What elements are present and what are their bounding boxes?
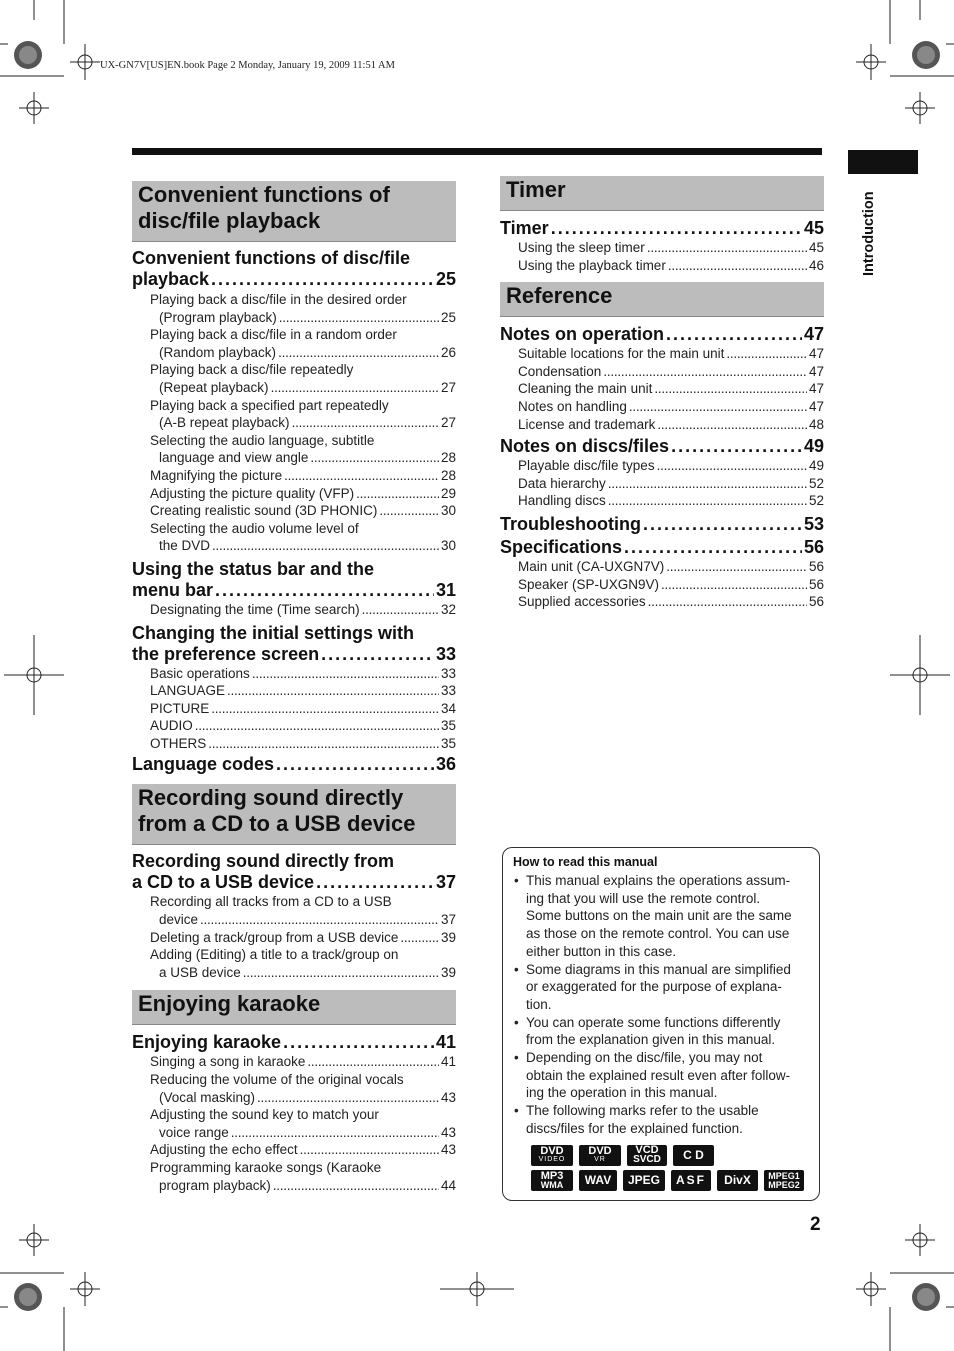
toc-subentry[interactable]: Main unit (CA-UXGN7V) . . . 56 [500, 558, 824, 576]
mp3-wma-mark-icon: MP3 WMA [531, 1170, 573, 1191]
jpeg-mark-icon: JPEG [623, 1170, 665, 1191]
toc-subentry[interactable]: Playable disc/file types . . . 49 [500, 457, 824, 475]
toc-subentry[interactable]: language and view angle . . . 28 [132, 449, 456, 467]
toc-page: 25 [435, 269, 456, 289]
file-header: UX-GN7V[US]EN.book Page 2 Monday, January 19, 2009 11:51 AM [100, 60, 395, 71]
toc-subentry[interactable]: Using the playback timer . . . 46 [500, 257, 824, 275]
toc-subentry[interactable]: Adjusting the echo effect . . . 43 [132, 1141, 456, 1159]
page-number: 2 [810, 1214, 821, 1235]
toc-subentry[interactable]: Supplied accessories . . . 56 [500, 593, 824, 611]
toc-entry[interactable]: menu bar . . . 31 [132, 580, 456, 601]
toc-entry[interactable]: Language codes . . . 36 [132, 754, 456, 775]
toc-subentry[interactable]: (Vocal masking) . . . 43 [132, 1089, 456, 1107]
toc-entry-title[interactable]: Using the status bar and the [132, 558, 375, 579]
toc-subentry[interactable]: Handling discs . . . 52 [500, 492, 824, 510]
dvd-video-mark-icon: DVD VIDEO [531, 1145, 573, 1166]
toc-subentry[interactable]: Playing back a specified part repeatedly [150, 397, 389, 413]
toc-subentry[interactable]: (Repeat playback) . . . 27 [132, 379, 456, 397]
toc-subentry[interactable]: Deleting a track/group from a USB device . . . 39 [132, 929, 456, 947]
toc-subentry[interactable]: PICTURE . . . 34 [132, 700, 456, 718]
vcd-svcd-mark-icon: VCD SVCD [627, 1145, 667, 1166]
toc-subentry[interactable]: Adding (Editing) a title to a track/group on [150, 947, 399, 963]
left-column [132, 181, 456, 1194]
toc-subentry[interactable]: LANGUAGE . . . 33 [132, 682, 456, 700]
toc-subentry[interactable]: OTHERS . . . 35 [132, 735, 456, 753]
toc-subentry[interactable]: Data hierarchy . . . 52 [500, 475, 824, 493]
toc-subentry[interactable]: Using the sleep timer . . . 45 [500, 239, 824, 257]
how-to-read-box [502, 847, 820, 1201]
section-tab [848, 150, 918, 174]
toc-subentry[interactable]: Cleaning the main unit . . . 47 [500, 380, 824, 398]
top-rule [132, 148, 822, 155]
toc-entry[interactable]: Notes on operation . . . 47 [500, 324, 824, 345]
toc-subentry[interactable]: Suitable locations for the main unit . . . 47 [500, 345, 824, 363]
wav-mark-icon: WAV [579, 1170, 617, 1191]
toc-entry-title[interactable]: Recording sound directly from [132, 851, 395, 872]
toc-subentry[interactable]: Basic operations . . . 33 [132, 665, 456, 683]
mpeg-mark-icon: MPEG1 MPEG2 [764, 1170, 804, 1191]
section-label-text: Introduction [861, 191, 877, 276]
toc-subentry[interactable]: device . . . 37 [132, 911, 456, 929]
toc-entry[interactable]: Specifications . . . 56 [500, 537, 824, 558]
toc-subentry[interactable]: Playing back a disc/file in a random order [150, 327, 397, 343]
toc-entry[interactable]: Timer . . . 45 [500, 218, 824, 239]
section-label [861, 180, 879, 280]
toc-entry[interactable] [132, 269, 456, 290]
toc-subentry[interactable]: Adjusting the sound key to match your [150, 1107, 379, 1123]
section-heading-reference: Reference [500, 282, 824, 317]
divx-mark-icon: DivX [717, 1170, 758, 1191]
toc-subentry[interactable]: Selecting the audio volume level of [150, 520, 359, 536]
toc-subentry[interactable]: program playback) . . . 44 [132, 1177, 456, 1195]
toc-subentry[interactable]: Recording all tracks from a CD to a USB [150, 894, 392, 910]
section-heading-recording: Recording sound directly from a CD to a USB device [132, 784, 456, 845]
toc-text: playback [132, 269, 210, 289]
disc-type-marks [531, 1145, 806, 1195]
toc-subentry[interactable]: Magnifying the picture . . . 28 [132, 467, 456, 485]
toc-subentry[interactable]: a USB device . . . 39 [132, 964, 456, 982]
asf-mark-icon: ASF [671, 1170, 711, 1191]
toc-subentry[interactable]: Singing a song in karaoke . . . 41 [132, 1053, 456, 1071]
toc-subentry[interactable]: the DVD . . . 30 [132, 537, 456, 555]
toc-subentry[interactable]: Creating realistic sound (3D PHONIC) . . . 30 [132, 502, 456, 520]
toc-subentry[interactable]: Notes on handling . . . 47 [500, 398, 824, 416]
how-to-read-list [513, 872, 809, 1138]
toc-subentry[interactable]: (Random playback) . . . 26 [132, 344, 456, 362]
toc-entry[interactable]: Notes on discs/files . . . 49 [500, 436, 824, 457]
toc-subentry[interactable]: Playing back a disc/file repeatedly [150, 362, 354, 378]
toc-entry-title[interactable]: Changing the initial settings with [132, 622, 414, 643]
how-to-read-bullet: • You can operate some functions differently from the explanation given in this manual. [513, 1014, 809, 1049]
right-column [500, 176, 824, 611]
how-to-read-bullet: • Some diagrams in this manual are simplified or exaggerated for the purpose of explana- tion. [513, 961, 809, 1014]
section-heading-karaoke: Enjoying karaoke [132, 990, 456, 1025]
toc-entry[interactable]: the preference screen . . . 33 [132, 644, 456, 665]
toc-entry[interactable]: a CD to a USB device . . . 37 [132, 872, 456, 893]
toc-subentry[interactable]: Designating the time (Time search) . . . 32 [132, 601, 456, 619]
cd-mark-icon: C D [673, 1145, 714, 1166]
how-to-read-bullet: • The following marks refer to the usable discs/files for the explained function. [513, 1102, 809, 1137]
toc-subentry[interactable]: Reducing the volume of the original vocals [150, 1072, 404, 1088]
section-heading-timer: Timer [500, 176, 824, 211]
toc-entry-title[interactable]: Convenient functions of disc/file [132, 248, 411, 268]
toc-subentry[interactable]: Speaker (SP-UXGN9V) . . . 56 [500, 576, 824, 594]
toc-subentry[interactable]: Condensation . . . 47 [500, 363, 824, 381]
how-to-read-bullet: • Depending on the disc/file, you may not obtain the explained result even after follow- ing the operation in this manual. [513, 1049, 809, 1102]
how-to-read-bullet: • This manual explains the operations assum- ing that you will use the remote control. Some buttons on the main unit are the same as those on the remote control. You can use either button in this case. [513, 872, 809, 961]
toc-subentry[interactable]: Programming karaoke songs (Karaoke [150, 1160, 382, 1175]
toc-subentry[interactable]: Selecting the audio language, subtitle [150, 432, 375, 448]
toc-subentry[interactable]: voice range . . . 43 [132, 1124, 456, 1142]
toc-entry[interactable]: Troubleshooting . . . 53 [500, 514, 824, 535]
toc-subentry[interactable]: (A-B repeat playback) . . . 27 [132, 414, 456, 432]
toc-subentry[interactable]: AUDIO . . . 35 [132, 717, 456, 735]
toc-subentry[interactable]: Adjusting the picture quality (VFP) . . . 29 [132, 485, 456, 503]
toc-subentry[interactable]: Playing back a disc/file in the desired order [150, 292, 407, 307]
toc-entry[interactable]: Enjoying karaoke . . . 41 [132, 1032, 456, 1053]
toc-subentry[interactable]: License and trademark . . . 48 [500, 416, 824, 434]
toc-subentry[interactable]: (Program playback) . . . 25 [132, 309, 456, 327]
how-to-read-title: How to read this manual [513, 855, 658, 869]
section-heading-convenient: Convenient functions of disc/file playback [132, 181, 456, 242]
dvd-vr-mark-icon: DVD VR [579, 1145, 621, 1166]
